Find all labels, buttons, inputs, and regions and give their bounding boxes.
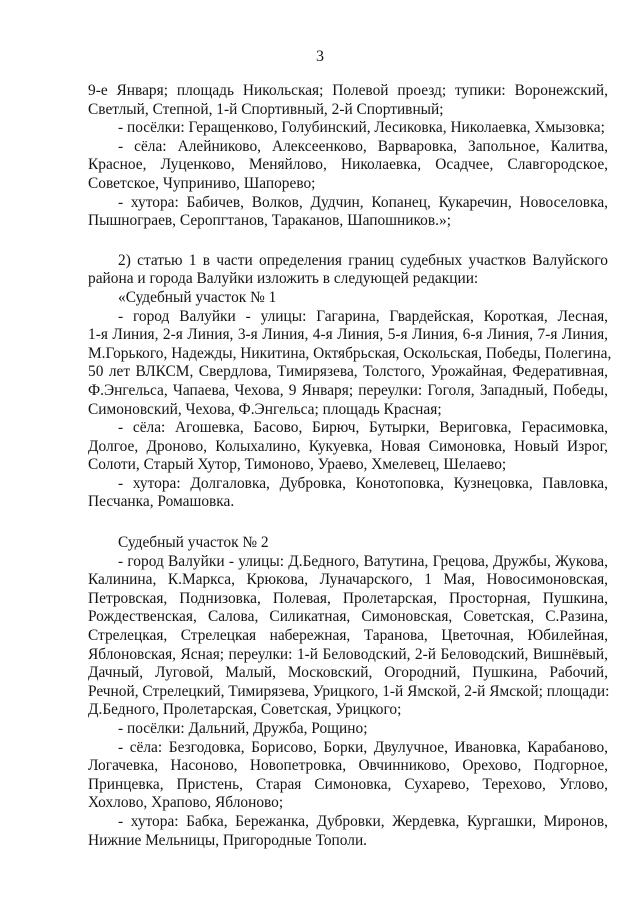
document-body: [88, 82, 612, 850]
text-line: - посёлки: Геращенково, Голубинский, Лесиковка, Николаевка, Хмызовка;: [118, 119, 605, 137]
text-line: Долгое, Дроново, Колыхалино, Кукуевка, Новая Симоновка, Новый Изрог,: [88, 437, 608, 455]
text-line: Солоти, Старый Хутор, Тимоново, Ураево, Хмелевец, Шелаево;: [88, 456, 507, 474]
text-line: Песчанка, Ромашовка.: [88, 493, 235, 511]
page-number: 3: [316, 48, 324, 65]
text-line: Речной, Стрелецкий, Тимирязева, Урицкого, 1-й Ямской, 2-й Ямской; площади:: [88, 682, 610, 700]
text-line: Принцевка, Пристень, Старая Симоновка, Сухарево, Терехово, Углово,: [88, 775, 608, 793]
section-heading-1: «Судебный участок № 1: [118, 288, 277, 306]
text-line: Дачный, Луговой, Малый, Московский, Огородний, Пушкина, Рабочий,: [88, 664, 608, 682]
text-line: - город Валуйки - улицы: Д.Бедного, Ватутина, Грецова, Дружбы, Жукова,: [118, 552, 608, 570]
text-line: М.Горького, Надежды, Никитина, Октябрьская, Оскольская, Победы, Полегина,: [88, 344, 612, 362]
paragraph-gap: [88, 231, 608, 252]
paragraph-gap: [88, 512, 608, 534]
text-line: Красное, Луценково, Меняйлово, Николаевка, Осадчее, Славгородское,: [88, 156, 608, 174]
text-line: Симоновский, Чехова, Ф.Энгельса; площадь Красная;: [88, 400, 442, 418]
text-line: района и города Валуйки изложить в следующей редакции:: [88, 270, 479, 288]
text-line: Нижние Мельницы, Пригородные Тополи.: [88, 831, 368, 849]
text-line: - сёла: Безгодовка, Борисово, Борки, Двулучное, Ивановка, Карабаново,: [118, 738, 608, 756]
text-line: 1-я Линия, 2-я Линия, 3-я Линия, 4-я Линия, 5-я Линия, 6-я Линия, 7-я Линия,: [88, 326, 608, 344]
text-line: - сёла: Агошевка, Басово, Бирюч, Бутырки, Веригoвка, Герасимовка,: [118, 419, 608, 437]
text-line: 9-е Января; площадь Никольская; Полевой проезд; тупики: Воронежский,: [88, 82, 608, 99]
text-line: Советское, Чуприниво, Шапорево;: [88, 174, 316, 192]
text-line: 2) статью 1 в части определения границ судебных участков Валуйского: [118, 251, 608, 269]
text-line: Яблоновская, Ясная; переулки: 1-й Беловодский, 2-й Беловодский, Вишнёвый,: [88, 645, 608, 663]
text-line: Стрелецкая, Стрелецкая набережная, Таранова, Цветочная, Юбилейная,: [88, 627, 608, 645]
text-line: Петровская, Поднизовка, Полевая, Пролетарская, Просторная, Пушкина,: [88, 589, 608, 607]
section-heading-2: Судебный участок № 2: [118, 534, 269, 552]
text-line: - посёлки: Дальний, Дружба, Рощино;: [118, 720, 368, 737]
text-line: - хутора: Бабка, Бережанка, Дубровки, Жердевка, Кургашки, Миронов,: [118, 812, 608, 830]
text-line: Хохлово, Храпово, Яблоново;: [88, 794, 284, 812]
text-line: Рождественская, Салова, Силикатная, Симоновская, Советская, С.Разина,: [88, 608, 608, 626]
text-line: - сёла: Алейниково, Алексеенково, Варваровка, Запольное, Калитва,: [118, 137, 608, 155]
text-line: Логачевка, Насоново, Новопетровка, Овчинниково, Орехово, Подгорное,: [88, 757, 608, 775]
text-line: 50 лет ВЛКСМ, Свердлова, Тимирязева, Толстого, Урожайная, Федеративная,: [88, 363, 608, 381]
text-line: Д.Бедного, Пролетарская, Советская, Урицкого;: [88, 701, 402, 719]
text-line: Светлый, Степной, 1-й Спортивный, 2-й Спортивный;: [88, 100, 444, 118]
text-line: Калинина, К.Маркса, Крюкова, Луначарского, 1 Мая, Новосимоновская,: [88, 571, 608, 589]
text-line: - хутора: Бабичев, Волков, Дудчин, Копанец, Кукаречин, Новоселовка,: [118, 193, 608, 211]
text-line: - хутора: Долгаловка, Дубровка, Конотоповка, Кузнецовка, Павловка,: [118, 474, 608, 492]
text-line: - город Валуйки - улицы: Гагарина, Гвардейская, Короткая, Лесная,: [118, 307, 608, 325]
text-line: Ф.Энгельса, Чапаева, Чехова, 9 Января; переулки: Гоголя, Западный, Победы,: [88, 381, 608, 399]
text-line: Пышнограев, Серопгтанов, Тараканов, Шапошников.»;: [88, 212, 451, 230]
